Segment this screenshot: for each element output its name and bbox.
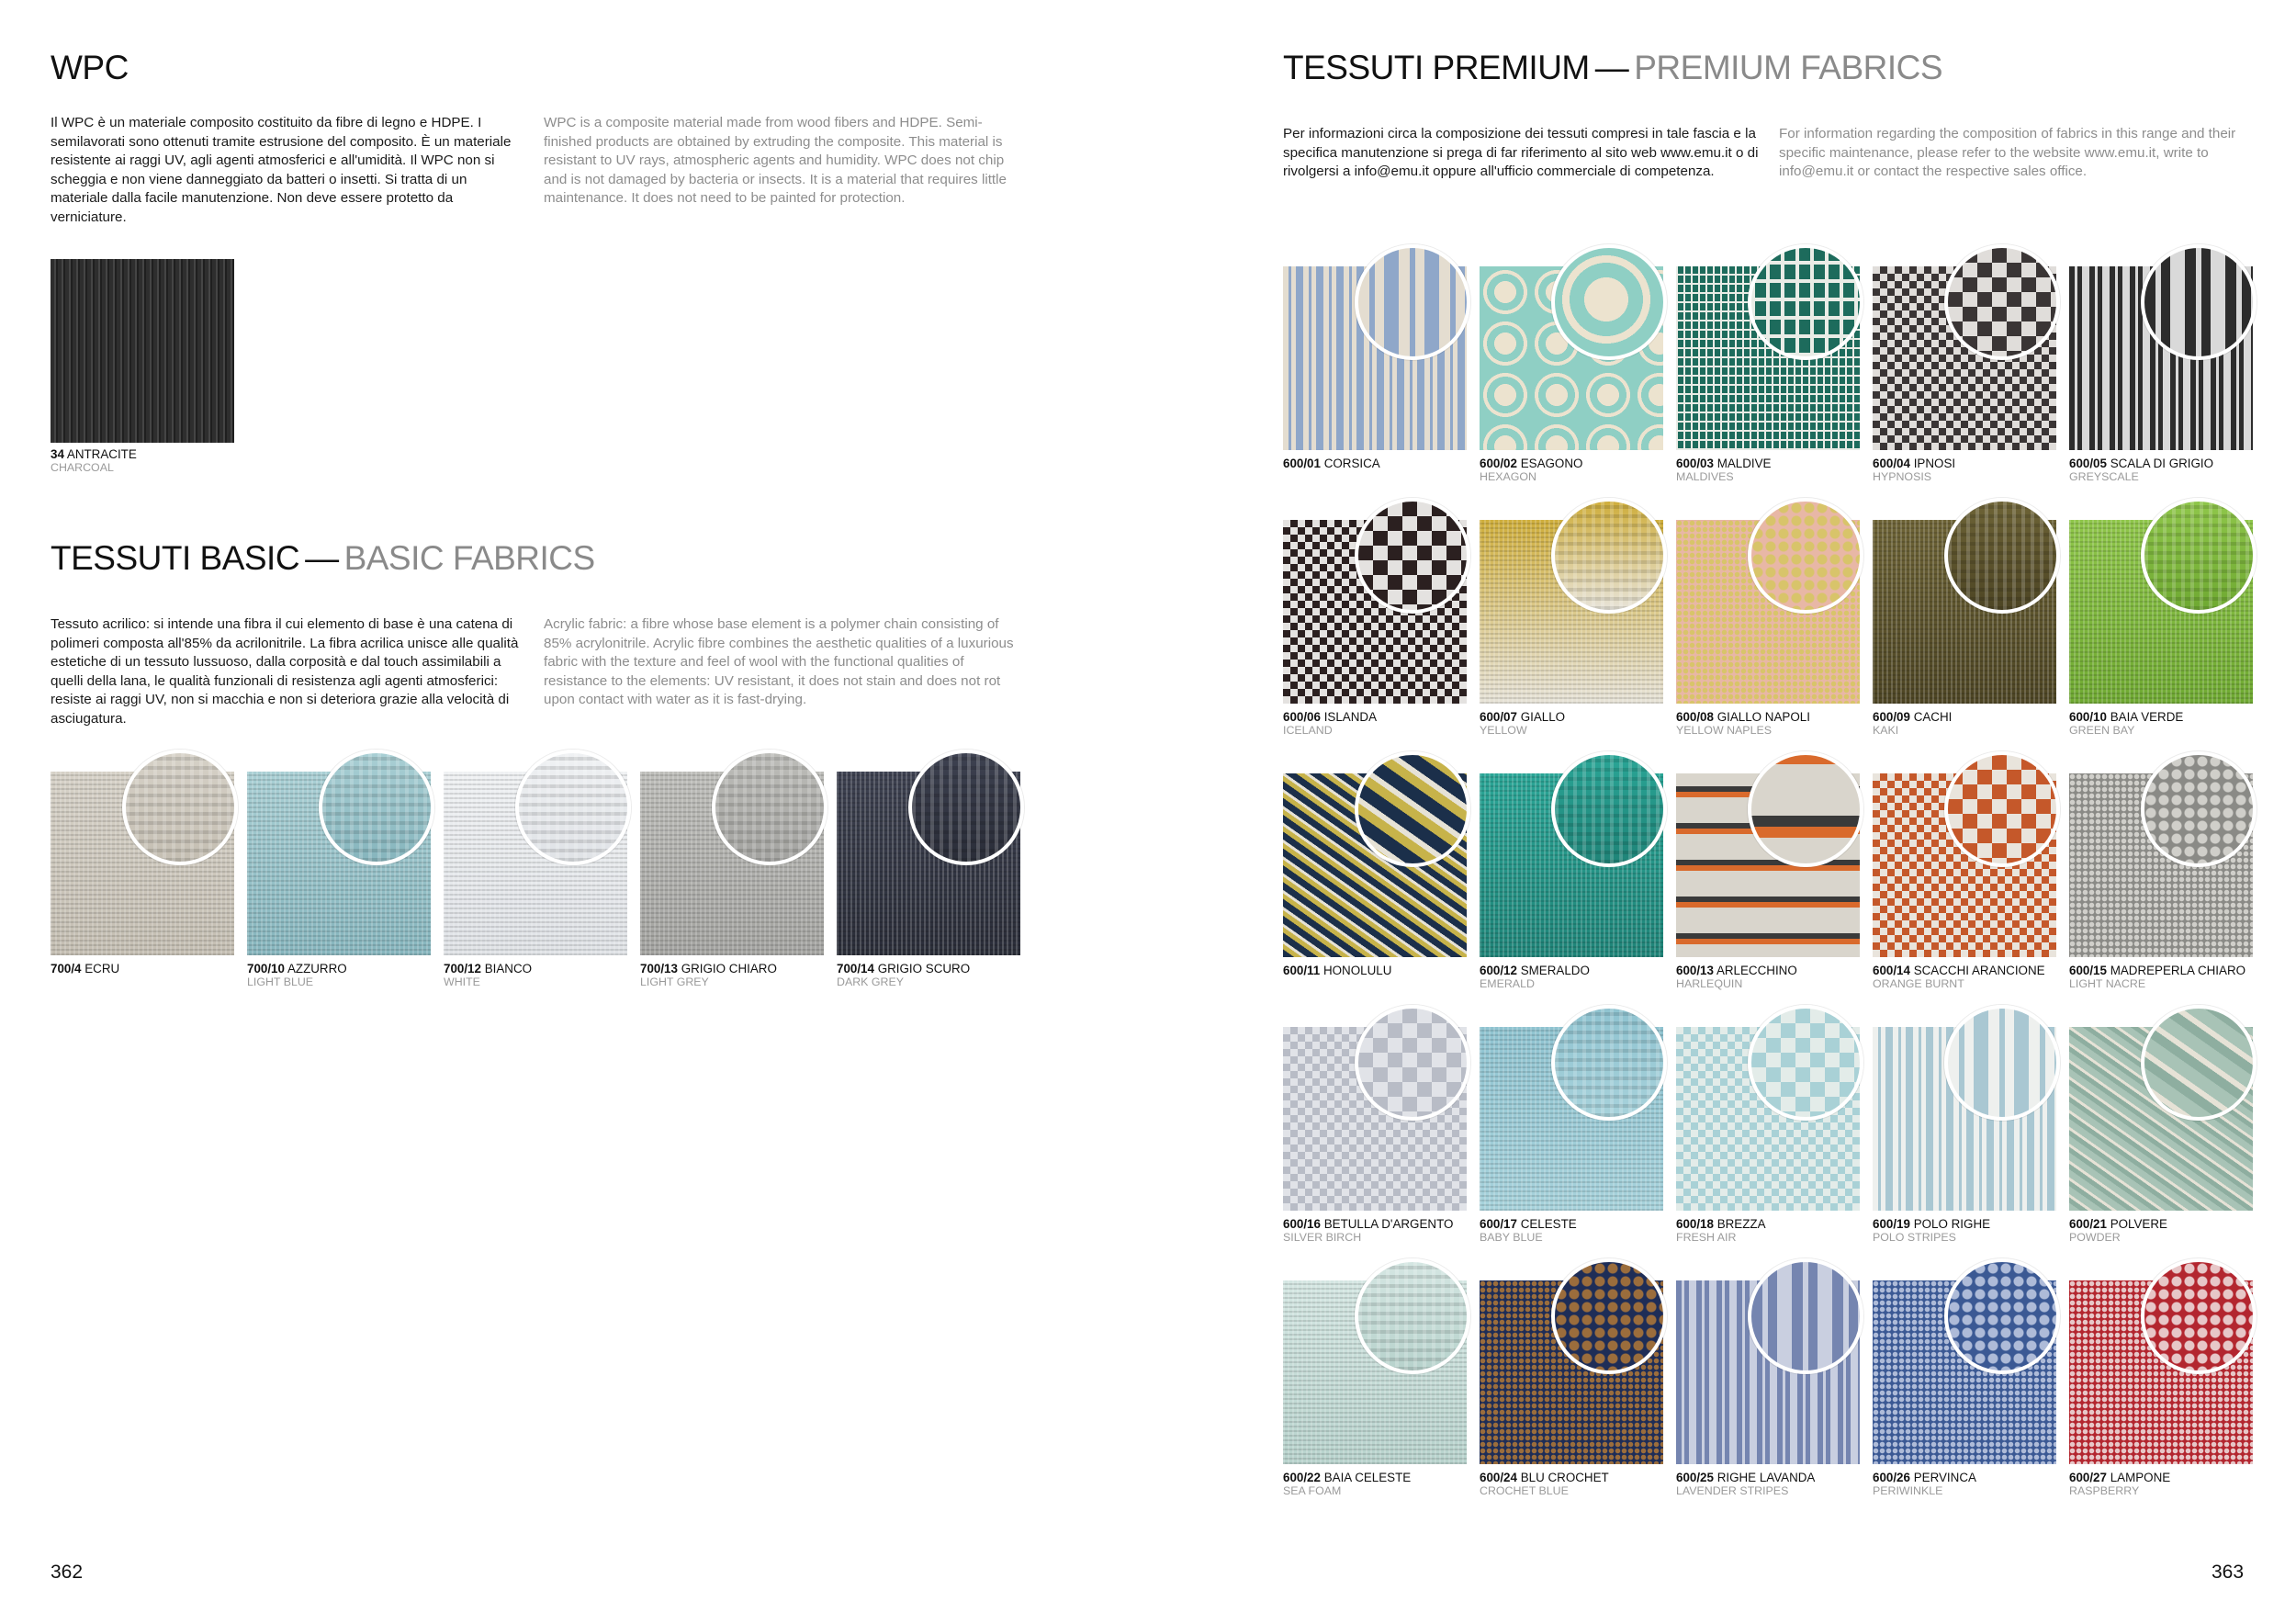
fabric-name: CELESTE (1520, 1217, 1577, 1231)
fabric-name-en: SILVER BIRCH (1283, 1231, 1362, 1244)
fabric-label (1873, 711, 1952, 724)
fabric-code: 600/03 (1676, 457, 1714, 470)
fabric-code: 600/02 (1480, 457, 1517, 470)
fabric-label (1480, 711, 1565, 724)
fabric-zoom-detail (1748, 1005, 1863, 1121)
fabric-name-en: HARLEQUIN (1676, 977, 1743, 990)
fabric-zoom-detail (1748, 751, 1863, 867)
fabric-name: MADREPERLA CHIARO (2110, 964, 2246, 977)
fabric-zoom-detail (1944, 498, 2060, 614)
fabric-zoom-detail (1944, 1258, 2060, 1374)
fabric-name-en: SEA FOAM (1283, 1484, 1342, 1497)
swatch-code: 34 (51, 447, 64, 461)
fabric-name-en: POLO STRIPES (1873, 1231, 1956, 1244)
fabric-zoom-detail (1944, 751, 2060, 867)
fabric-label (1873, 964, 2045, 977)
fabric-name: PERVINCA (1913, 1471, 1976, 1484)
fabric-name: BAIA CELESTE (1323, 1471, 1412, 1484)
fabric-label (1480, 1472, 1609, 1484)
fabric-zoom-detail (1944, 1005, 2060, 1121)
fabric-zoom-detail (1355, 498, 1470, 614)
fabric-name: IPNOSI (1913, 457, 1956, 470)
fabric-label (2069, 457, 2213, 470)
fabric-code: 700/10 (247, 962, 285, 976)
fabric-zoom-detail (1355, 1005, 1470, 1121)
fabric-code: 700/14 (837, 962, 874, 976)
fabric-label (1676, 964, 1797, 977)
fabric-name-en: LIGHT NACRE (2069, 977, 2146, 990)
fabric-code: 600/05 (2069, 457, 2107, 470)
fabric-label (1676, 711, 1810, 724)
fabric-label (1283, 457, 1380, 470)
fabric-zoom-detail (2141, 1258, 2257, 1374)
fabric-name: GRIGIO CHIARO (681, 962, 777, 976)
fabric-name-en: MALDIVES (1676, 470, 1734, 483)
fabric-label (1480, 1218, 1577, 1231)
fabric-name: BAIA VERDE (2110, 710, 2184, 724)
page-number-right: 363 (2212, 1562, 2245, 1583)
fabric-label (837, 963, 970, 976)
fabric-name-en: KAKI (1873, 724, 1899, 737)
wpc-swatch-label-en: CHARCOAL (51, 461, 114, 474)
premium-title (1283, 51, 1942, 85)
fabric-zoom-detail (1551, 498, 1667, 614)
fabric-code: 600/18 (1676, 1217, 1714, 1231)
fabric-name: BREZZA (1716, 1217, 1766, 1231)
fabric-code: 600/22 (1283, 1471, 1321, 1484)
fabric-name: BETULLA D'ARGENTO (1323, 1217, 1454, 1231)
fabric-code: 600/16 (1283, 1217, 1321, 1231)
basic-title-en: BASIC FABRICS (343, 539, 595, 577)
premium-text-it: Per informazioni circa la composizione dei tessuti compresi in tale fascia e la specifica manutenzione si prega di far riferimento al sito web www.emu.it o di rivolgersi a info@emu.it oppure all'ufficio commerciale di competenza. (1283, 126, 1759, 180)
premium-text-en: For information regarding the composition of fabrics in this range and their specific maintenance, please refer to the website www.emu.it, write to info@emu.it or contact the respective sales office. (1779, 126, 2236, 180)
fabric-label (444, 963, 532, 976)
fabric-code: 600/08 (1676, 710, 1714, 724)
fabric-name: POLO RIGHE (1913, 1217, 1991, 1231)
fabric-name: CORSICA (1323, 457, 1380, 470)
fabric-name: SMERALDO (1520, 964, 1590, 977)
fabric-label (1283, 964, 1391, 977)
fabric-name-en: LIGHT BLUE (247, 976, 314, 988)
fabric-code: 600/21 (2069, 1217, 2107, 1231)
swatch-name: ANTRACITE (66, 447, 137, 461)
fabric-label (1480, 457, 1582, 470)
fabric-name: POLVERE (2110, 1217, 2167, 1231)
fabric-label (1283, 1472, 1411, 1484)
fabric-code: 600/11 (1283, 964, 1321, 977)
fabric-name: GIALLO NAPOLI (1716, 710, 1810, 724)
fabric-zoom-detail (1551, 1258, 1667, 1374)
basic-title-separator: — (305, 539, 339, 577)
fabric-label (1676, 1218, 1766, 1231)
fabric-label (1676, 1472, 1815, 1484)
wpc-text-en: WPC is a composite material made from wood fibers and HDPE. Semi-finished products are obtained by extruding the composite. This material is resistant to UV rays, atmospheric agents and humidity. WPC does not chip and is not damaged by bacteria or insects. It is a material that requires little maintenance. It does not need to be painted for protection. (544, 115, 1007, 207)
fabric-zoom-detail (1748, 1258, 1863, 1374)
fabric-name: SCACCHI ARANCIONE (1913, 964, 2045, 977)
fabric-code: 600/26 (1873, 1471, 1910, 1484)
fabric-name-en: LAVENDER STRIPES (1676, 1484, 1789, 1497)
fabric-name-en: HEXAGON (1480, 470, 1536, 483)
fabric-name-en: WHITE (444, 976, 480, 988)
fabric-name-en: PERIWINKLE (1873, 1484, 1943, 1497)
fabric-code: 600/17 (1480, 1217, 1517, 1231)
page-number-left: 362 (51, 1562, 84, 1583)
fabric-name-en: BABY BLUE (1480, 1231, 1543, 1244)
wpc-swatch-image (51, 259, 234, 443)
fabric-code: 600/07 (1480, 710, 1517, 724)
fabric-code: 600/09 (1873, 710, 1910, 724)
premium-title-separator: — (1594, 49, 1629, 86)
fabric-name-en: FRESH AIR (1676, 1231, 1737, 1244)
fabric-name-en: GREEN BAY (2069, 724, 2135, 737)
fabric-name-en: HYPNOSIS (1873, 470, 1932, 483)
fabric-code: 600/25 (1676, 1471, 1714, 1484)
fabric-code: 600/12 (1480, 964, 1517, 977)
fabric-code: 700/4 (51, 962, 82, 976)
fabric-label (2069, 1472, 2170, 1484)
fabric-name-en: GREYSCALE (2069, 470, 2139, 483)
fabric-label (2069, 711, 2183, 724)
fabric-name-en: RASPBERRY (2069, 1484, 2140, 1497)
fabric-zoom-detail (1355, 1258, 1470, 1374)
fabric-label (1283, 711, 1377, 724)
fabric-name: ESAGONO (1520, 457, 1583, 470)
basic-title (51, 541, 595, 575)
wpc-title: WPC (51, 49, 129, 86)
fabric-zoom-detail (2141, 244, 2257, 360)
basic-text-en: Acrylic fabric: a fibre whose base element is a polymer chain consisting of 85% acrylonitrile. Acrylic fibre combines the aesthetic qualities of a luxurious fabric with the texture and feel of wool with the functional qualities of resistance to the elements: UV resistant, it does not stain and does not rot upon contact with water as it is fast-drying. (544, 616, 1014, 708)
fabric-zoom-detail (1551, 244, 1667, 360)
fabric-name: SCALA DI GRIGIO (2110, 457, 2214, 470)
fabric-label (1873, 457, 1955, 470)
fabric-label (2069, 1218, 2167, 1231)
fabric-code: 600/15 (2069, 964, 2107, 977)
premium-title-it: TESSUTI PREMIUM (1283, 49, 1590, 86)
fabric-label (51, 963, 119, 976)
fabric-code: 600/27 (2069, 1471, 2107, 1484)
wpc-swatch-label (51, 448, 137, 461)
fabric-zoom-detail (1944, 244, 2060, 360)
fabric-zoom-detail (319, 750, 434, 865)
fabric-zoom-detail (1748, 244, 1863, 360)
fabric-code: 600/06 (1283, 710, 1321, 724)
fabric-name-en: YELLOW NAPLES (1676, 724, 1772, 737)
fabric-label (1283, 1218, 1453, 1231)
fabric-code: 700/13 (640, 962, 678, 976)
fabric-name-en: DARK GREY (837, 976, 904, 988)
fabric-code: 600/10 (2069, 710, 2107, 724)
fabric-name-en: ORANGE BURNT (1873, 977, 1964, 990)
basic-title-it: TESSUTI BASIC (51, 539, 300, 577)
fabric-name: GIALLO (1520, 710, 1566, 724)
fabric-label (1873, 1472, 1976, 1484)
fabric-name-en: POWDER (2069, 1231, 2121, 1244)
fabric-code: 600/01 (1283, 457, 1321, 470)
fabric-label (2069, 964, 2245, 977)
fabric-zoom-detail (1748, 498, 1863, 614)
fabric-label (1873, 1218, 1990, 1231)
wpc-text-it: Il WPC è un materiale composito costituito da fibre di legno e HDPE. I semilavorati sono ottenuti tramite estrusione del composito. È un materiale resistente ai raggi UV, agli agenti atmosferici e all'umidità. Il WPC non si scheggia e non viene danneggiato da batteri o insetti. Si tratta di un materiale dalla facile manutenzione. Non deve essere protetto da verniciature. (51, 115, 512, 225)
fabric-code: 600/13 (1676, 964, 1714, 977)
fabric-zoom-detail (2141, 498, 2257, 614)
fabric-name: LAMPONE (2110, 1471, 2171, 1484)
fabric-label (1676, 457, 1772, 470)
fabric-zoom-detail (1355, 244, 1470, 360)
fabric-name-en: LIGHT GREY (640, 976, 709, 988)
fabric-name: MALDIVE (1716, 457, 1772, 470)
fabric-name: ISLANDA (1323, 710, 1378, 724)
fabric-name: BLU CROCHET (1520, 1471, 1609, 1484)
fabric-code: 600/04 (1873, 457, 1910, 470)
fabric-name: HONOLULU (1322, 964, 1392, 977)
fabric-code: 600/19 (1873, 1217, 1910, 1231)
fabric-name: GRIGIO SCURO (877, 962, 971, 976)
fabric-zoom-detail (2141, 751, 2257, 867)
fabric-name: CACHI (1913, 710, 1953, 724)
basic-text-it: Tessuto acrilico: si intende una fibra il cui elemento di base è una catena di polimeri composta all'85% da acrilonitrile. La fibra acrilica unisce alle qualità estetiche di un tessuto lussuoso, dalla corposità e dal touch assimilabili a quelli della lana, le qualità funzionali di resistenza agli agenti atmosferici: resiste ai raggi UV, non si macchia e non si deteriora grazie alla velocità di asciugatura. (51, 616, 519, 727)
fabric-zoom-detail (1551, 1005, 1667, 1121)
fabric-zoom-detail (1551, 751, 1667, 867)
fabric-zoom-detail (712, 750, 827, 865)
fabric-name: AZZURRO (287, 962, 347, 976)
fabric-name: RIGHE LAVANDA (1716, 1471, 1816, 1484)
premium-title-en: PREMIUM FABRICS (1634, 49, 1943, 86)
fabric-label (1480, 964, 1590, 977)
fabric-code: 600/14 (1873, 964, 1910, 977)
fabric-name-en: YELLOW (1480, 724, 1527, 737)
fabric-label (640, 963, 777, 976)
fabric-code: 600/24 (1480, 1471, 1517, 1484)
fabric-zoom-detail (515, 750, 631, 865)
fabric-name: ARLECCHINO (1716, 964, 1797, 977)
fabric-code: 700/12 (444, 962, 481, 976)
fabric-zoom-detail (1355, 751, 1470, 867)
fabric-zoom-detail (122, 750, 238, 865)
fabric-name: ECRU (84, 962, 120, 976)
fabric-label (247, 963, 347, 976)
fabric-name-en: EMERALD (1480, 977, 1535, 990)
fabric-zoom-detail (2141, 1005, 2257, 1121)
fabric-zoom-detail (908, 750, 1024, 865)
fabric-name-en: ICELAND (1283, 724, 1333, 737)
fabric-name: BIANCO (484, 962, 533, 976)
fabric-name-en: CROCHET BLUE (1480, 1484, 1569, 1497)
